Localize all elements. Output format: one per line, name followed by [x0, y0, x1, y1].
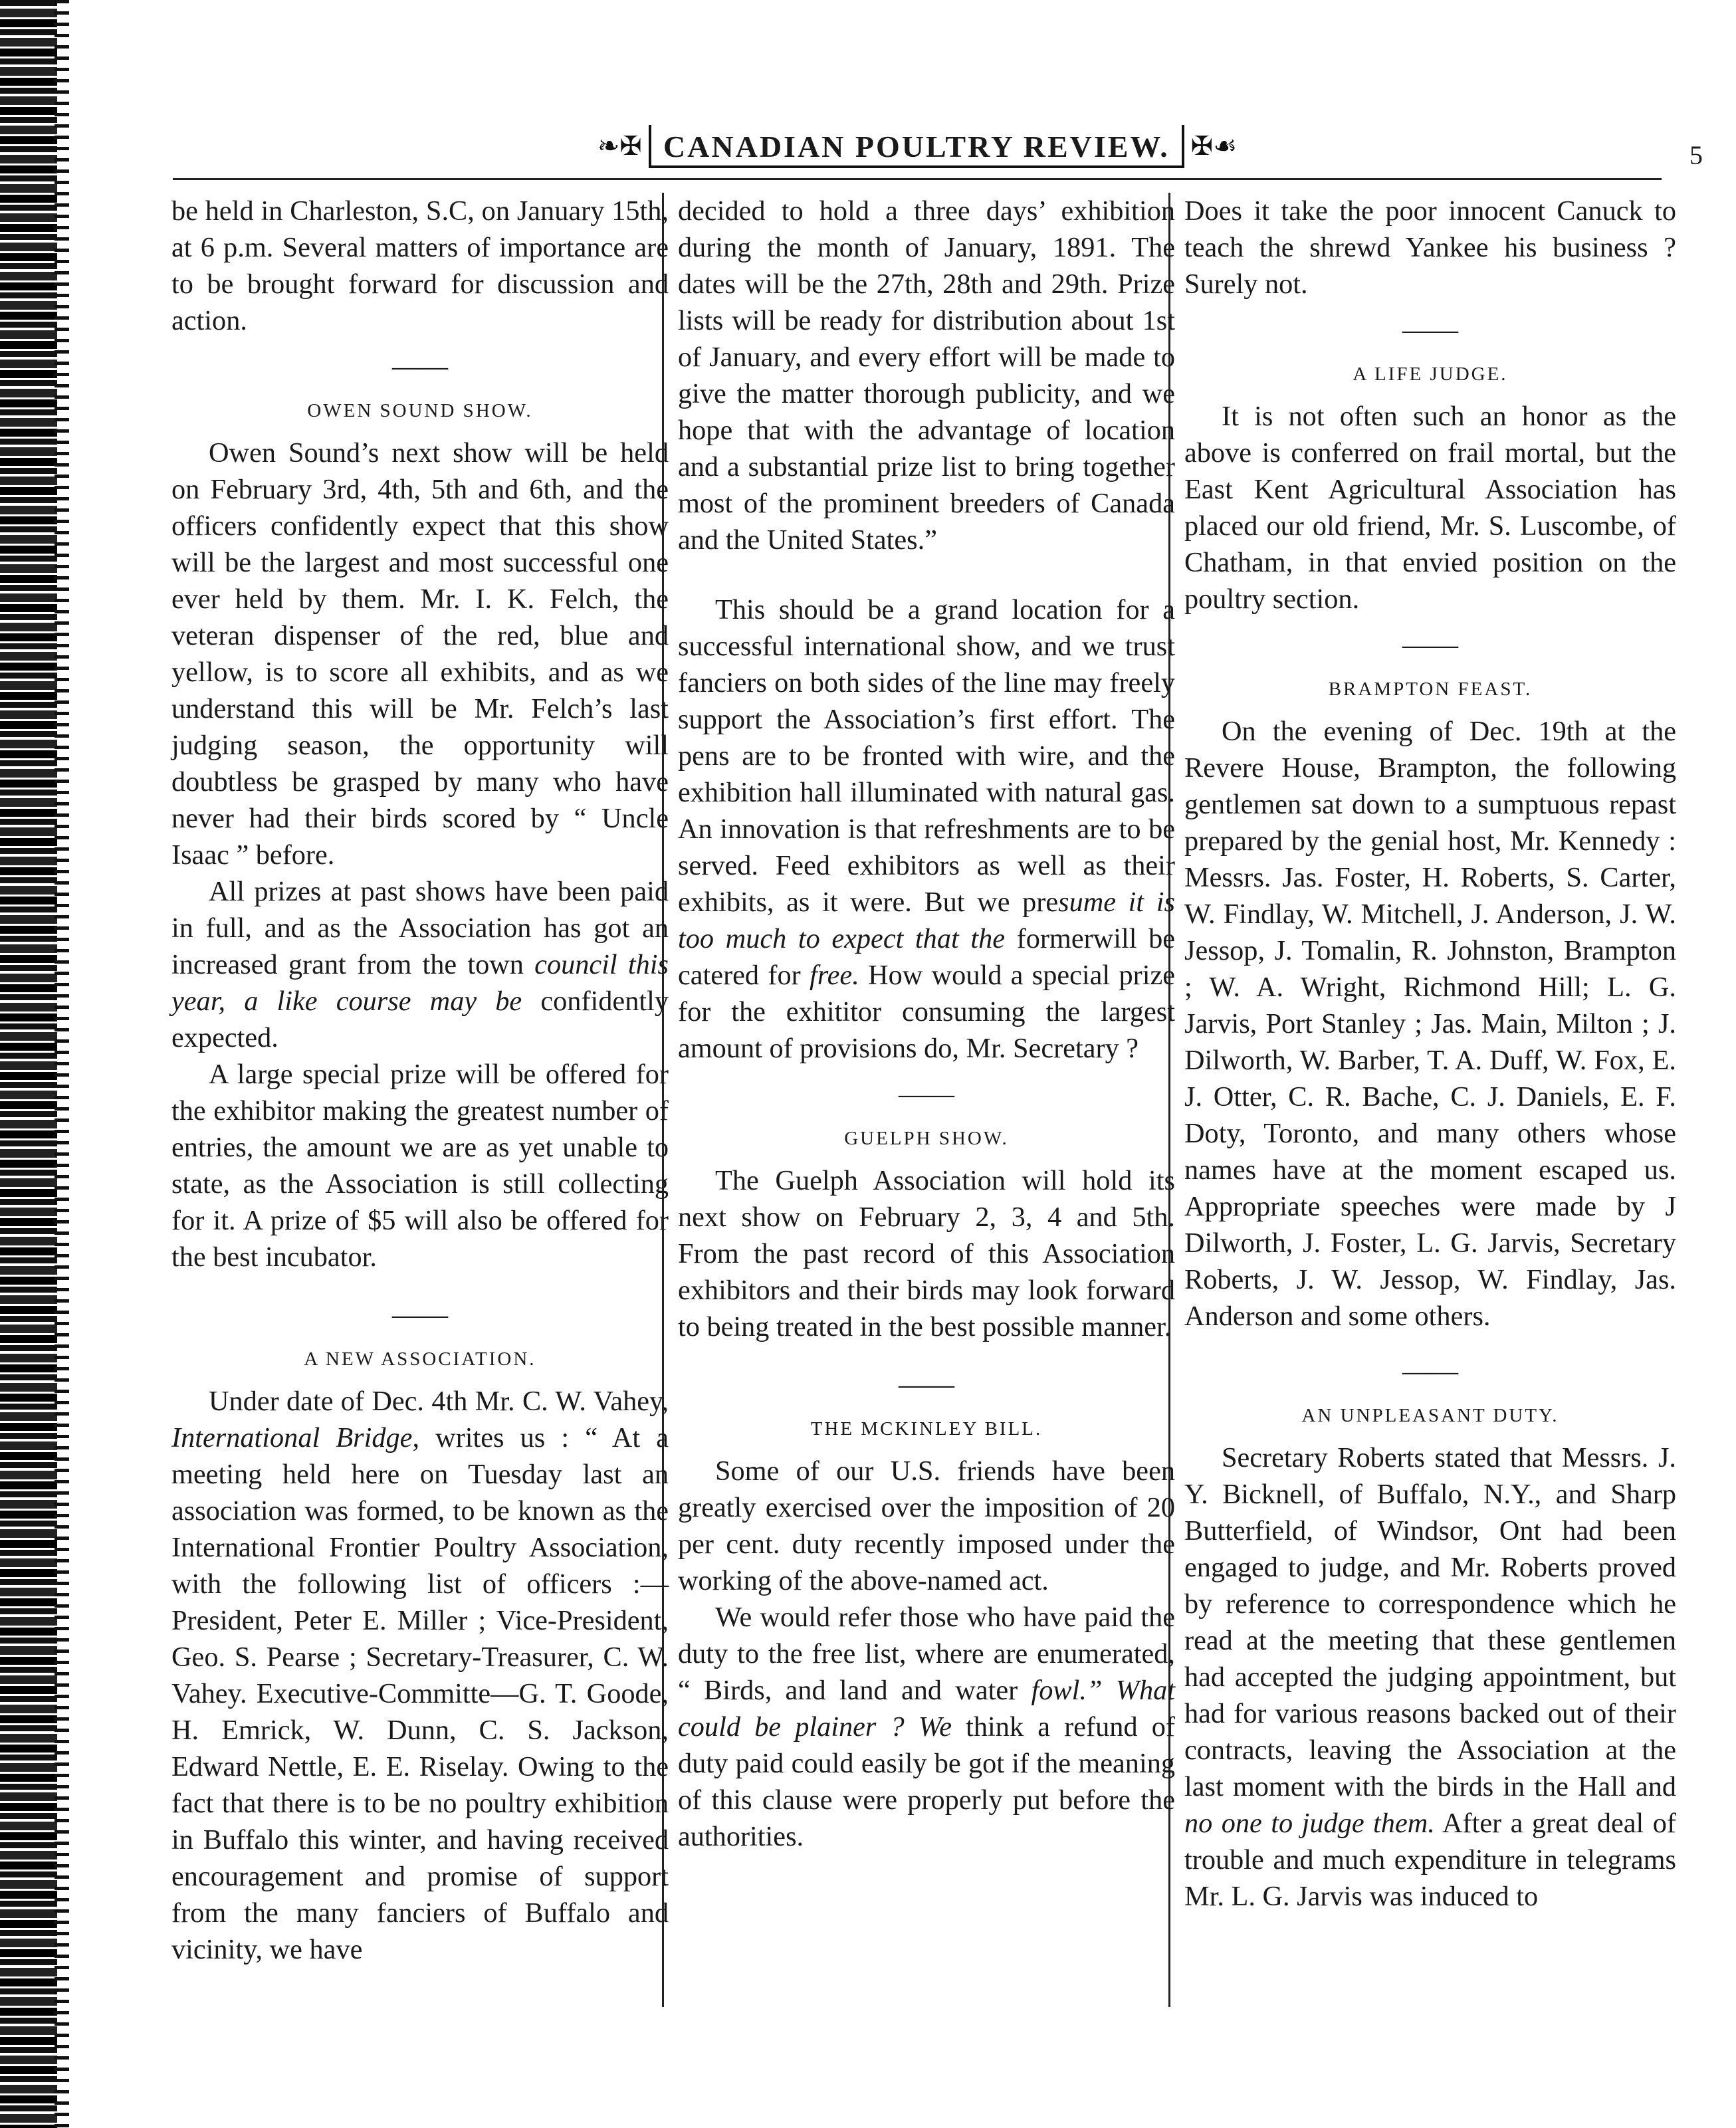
text-run: How would a special prize for the exhititor consuming the largest amount of provisions do, Mr. Secretary ? [678, 960, 1176, 1064]
paragraph [678, 591, 1175, 1067]
italic-text: no one to judge them. [1184, 1808, 1435, 1839]
section-heading: A NEW ASSOCIATION. [304, 1348, 536, 1370]
column-1 [171, 193, 669, 1968]
section-divider: —— [1402, 630, 1458, 661]
section-heading: THE MCKINLEY BILL. [810, 1418, 1043, 1439]
text-run: , writes us : “ At a meeting held here on Tuesday last an association was formed, to be known as the International Frontier Poultry Association, with the following list of officers :—President, Peter E. Miller ; Vice-President, Geo. S. Pearse ; Secretary-Treasurer, C. W. Vahey. Executive-Committe—G. T. Goode, H. Emrick, W. Dunn, C. S. Jackson, Edward Nettle, E. E. Riselay. Owing to the fact that there is to be no poultry exhibition in Buffalo this winter, and having received encouragement and promise of support from the many fanciers of Buffalo and vicinity, we have [171, 1422, 669, 1965]
text-run: formerwill be catered for [678, 923, 1176, 991]
section-divider: —— [392, 352, 448, 382]
paragraph: be held in Charleston, S.C, on January 15th, at 6 p.m. Several matters of importance are to be brought forward for discussion and action. [171, 195, 669, 336]
masthead [597, 113, 1238, 179]
paragraph: Does it take the poor innocent Canuck to teach the shrewd Yankee his business ? Surely not. [1184, 195, 1676, 300]
section-divider: —— [1402, 1356, 1458, 1387]
paragraph [678, 1599, 1175, 1855]
italic-text: International Bridge [171, 1422, 413, 1453]
right-ornament-icon: ✠☙ [1190, 131, 1238, 161]
text-run: think a refund of duty paid could easily be got if the meaning of this clause were properly put before the authorities. [678, 1711, 1175, 1852]
text-run: After a great deal of trouble and much expenditure in telegrams Mr. L. G. Jarvis was induced to [1184, 1808, 1676, 1912]
paragraph: decided to hold a three days’ exhibition during the month of January, 1891. The dates will be the 27th, 28th and 29th. Prize lists will be ready for distribution about 1st of January, and every effort will be made to give the matter thorough publicity, and we hope that with the advantage of location and a substantial prize list to bring together most of the prominent breeders of Canada and the United States.” [678, 195, 1175, 556]
paragraph [1184, 1439, 1676, 1915]
page-number: 5 [1689, 140, 1703, 170]
section-divider: —— [899, 1370, 954, 1400]
paragraph: A large special prize will be offered for the exhibitor making the greatest number of entries, the amount we are as yet unable to state, as the Association is still collecting for it. A prize of $5 will also be offered for the best incubator. [171, 1059, 669, 1273]
section-heading: OWEN SOUND SHOW. [307, 400, 533, 421]
italic-text: sume it is too much to expect that the [678, 887, 1175, 954]
paragraph: Owen Sound’s next show will be held on February 3rd, 4th, 5th and 6th, and the officers confidently expect that this show will be the largest and most successful one ever held by them. Mr. I. K. Felch, the veteran dispenser of the red, blue and yellow, is to score all exhibits, and as we understand this will be Mr. Felch’s last judging season, the opportunity will doubtless be grasped by many who have never had their birds scored by “ Uncle Isaac ” before. [171, 437, 669, 871]
header-rule [173, 178, 1662, 180]
section-divider: —— [899, 1079, 954, 1110]
column-3 [1184, 193, 1676, 1915]
binding-edge [0, 0, 57, 2128]
text-run: This should be a grand location for a successful international show, and we trust fanciers on both sides of the line may freely support the Association’s first effort. The pens are to be fronted with wire, and the exhibition hall illuminated with natural gas. An innovation is that refreshments are to be served. Feed exhibitors as well as their exhibits, as it were. But we pre [678, 594, 1175, 918]
italic-text: council this year, a like course may be [171, 949, 669, 1017]
left-ornament-icon: ❧✠ [597, 131, 642, 161]
italic-text: free. [810, 960, 859, 991]
column-2 [678, 193, 1175, 1855]
paragraph [171, 873, 669, 1056]
section-divider: —— [392, 1300, 448, 1330]
text-run: Secretary Roberts stated that Messrs. J. Y. Bicknell, of Buffalo, N.Y., and Sharp Butterfield, of Windsor, Ont had been engaged to judge, and Mr. Roberts proved by reference to correspondence which he read at the meeting that these gentlemen had accepted the judging appointment, but had for various reasons backed out of their contracts, leaving the Association at the last moment with the birds in the Hall and [1184, 1442, 1676, 1802]
section-heading: A LIFE JUDGE. [1353, 364, 1508, 385]
section-heading: GUELPH SHOW. [844, 1128, 1009, 1149]
page-title: CANADIAN POULTRY REVIEW. [649, 125, 1184, 168]
section-heading: AN UNPLEASANT DUTY. [1301, 1405, 1559, 1426]
text-run: All prizes at past shows have been paid in full, and as the Association has got an increased grant from the town [171, 876, 669, 980]
paragraph: The Guelph Association will hold its next show on February 2, 3, 4 and 5th. From the past record of this Association exhibitors and their birds may look forward to being treated in the best possible manner. [678, 1165, 1175, 1342]
paragraph: Some of our U.S. friends have been greatly exercised over the imposition of 20 per cent. duty recently imposed under the working of the above-named act. [678, 1455, 1175, 1596]
paragraph: It is not often such an honor as the above is conferred on frail mortal, but the East Kent Agricultural Association has placed our old friend, Mr. S. Luscombe, of Chatham, in that envied position on the poultry section. [1184, 401, 1676, 615]
paragraph: On the evening of Dec. 19th at the Revere House, Brampton, the following gentlemen sat down to a sumptuous repast prepared by the genial host, Mr. Kennedy : Messrs. Jas. Foster, H. Roberts, S. Carter, W. Findlay, W. Mitchell, J. Anderson, J. W. Jessop, J. Tomalin, R. Johnston, Brampton ; W. A. Wright, Richmond Hill; L. G. Jarvis, Port Stanley ; Jas. Main, Milton ; J. Dilworth, W. Barber, T. A. Duff, W. Fox, E. J. Otter, C. R. Bache, C. J. Daniels, E. F. Doty, Toronto, and many others whose names have at the moment escaped us. Appropriate speeches were made by J Dilworth, J. Foster, L. G. Jarvis, Secretary Roberts, J. W. Jessop, W. Findlay, Jas. Anderson and some others. [1184, 716, 1676, 1332]
italic-text: fowl.” What could be plainer ? We [678, 1675, 1175, 1743]
section-heading: BRAMPTON FEAST. [1328, 679, 1533, 700]
text-run: confidently expected. [171, 986, 669, 1053]
paragraph [171, 1383, 669, 1968]
text-run: Under date of Dec. 4th Mr. C. W. Vahey, [209, 1386, 669, 1417]
text-run: We would refer those who have paid the duty to the free list, where are enumerated, “ Birds, and land and water [678, 1602, 1175, 1706]
section-divider: —— [1402, 315, 1458, 346]
